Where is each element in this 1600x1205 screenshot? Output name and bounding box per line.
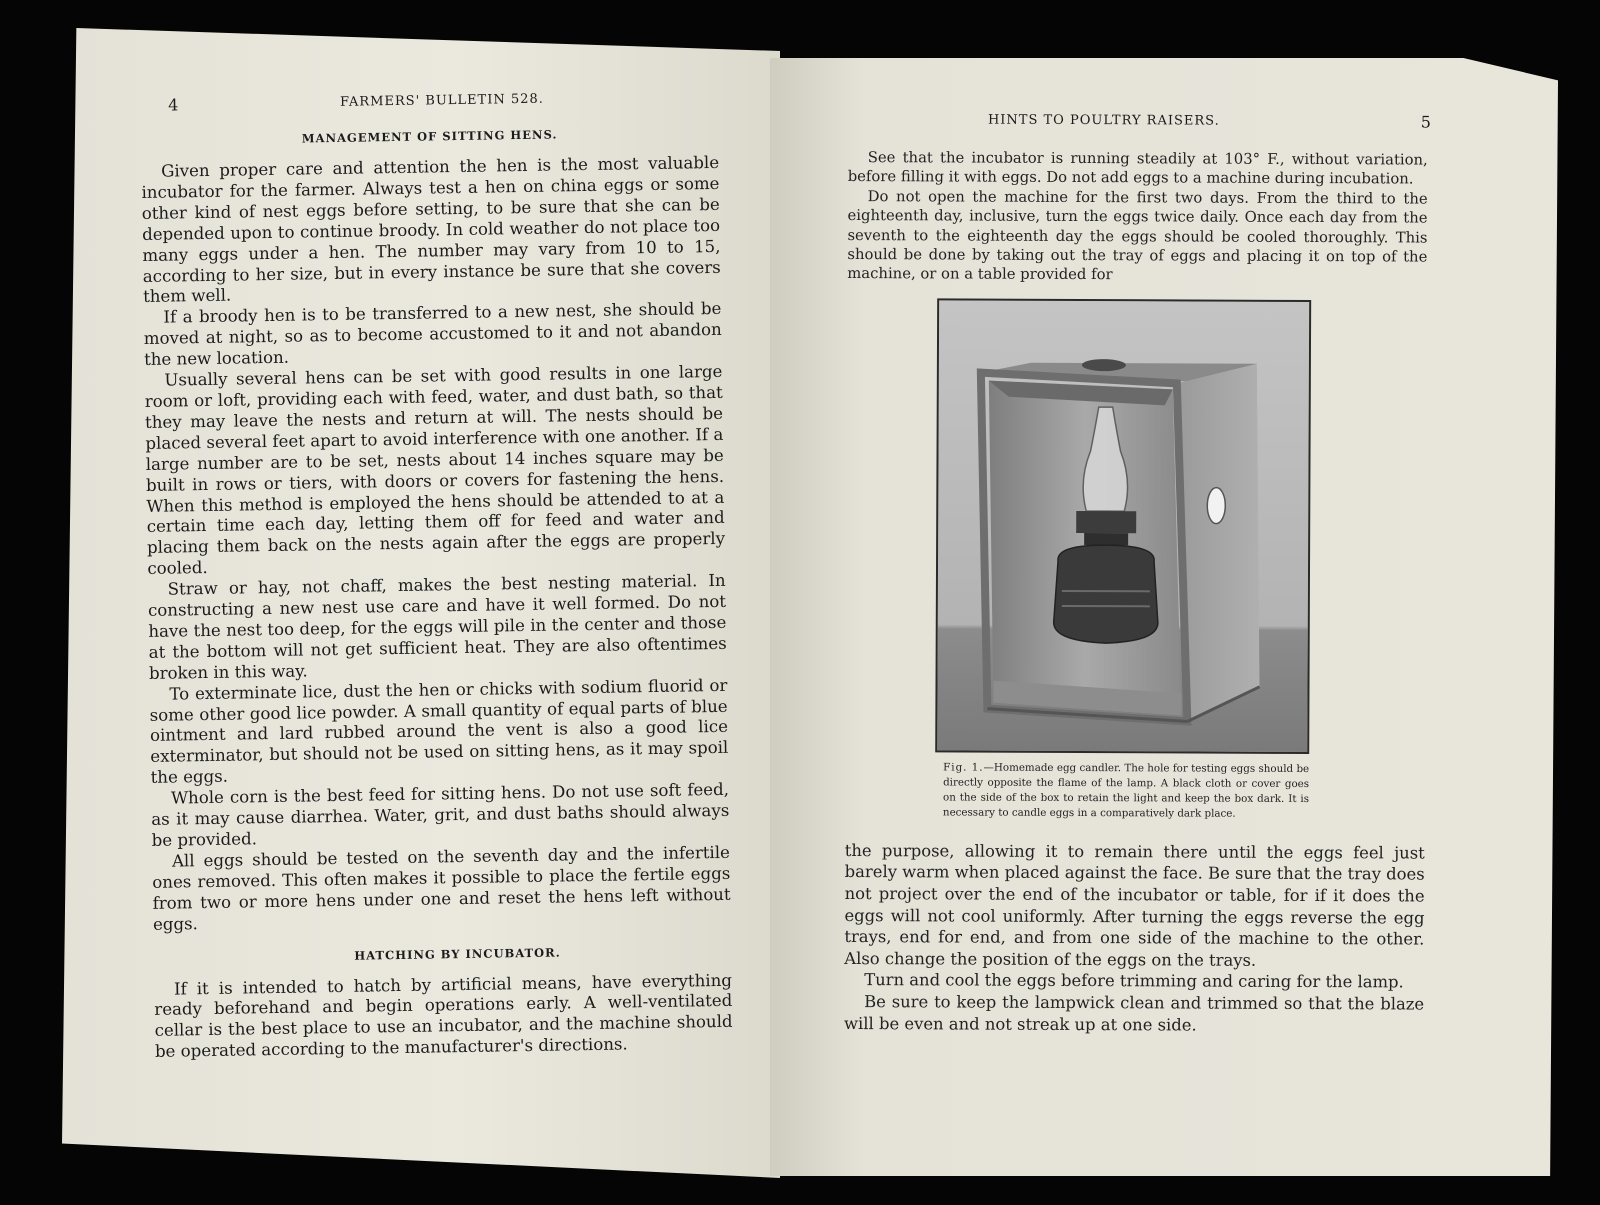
- left-page-content: [140, 89, 733, 1063]
- paragraph: Whole corn is the best feed for sitting hens. Do not use soft feed, as it may cause diarrhea. Water, grit, and dust baths should always be provided.: [151, 780, 730, 850]
- figure-caption: [935, 760, 1315, 822]
- paragraph: All eggs should be tested on the seventh day and the infertile ones removed. This often makes it possible to place the fertile eggs from two or more hens under one and reset the hens left without eggs.: [152, 842, 731, 934]
- figure-caption-text: —Homemade egg candler. The hole for testing eggs should be directly opposite the flame of the lamp. A black cloth or cover goes on the side of the box to retain the light and keep the box dark. It is necessary to candle eggs in a comparatively dark place.: [942, 761, 1310, 820]
- paragraph: Turn and cool the eggs before trimming and caring for the lamp.: [864, 970, 1404, 992]
- right-page-number: 5: [1420, 112, 1433, 132]
- egg-candler-photo: [935, 298, 1311, 754]
- section-heading-incubator: HATCHING BY INCUBATOR.: [354, 945, 561, 963]
- paragraph: Given proper care and attention the hen is the most valuable incubator for the farmer. Always test a hen on china eggs or some other kind of nest eggs before setting, to be sure that she can be depended upon to continue broody. In cold weather do not place too many eggs under a hen. The number may vary from 10 to 15, according to her size, but in every instance be sure that she covers them well.: [141, 152, 721, 307]
- paragraph: Be sure to keep the lampwick clean and trimmed so that the blaze will be even and not streak up at one side.: [843, 992, 1425, 1035]
- egg-candler-illustration: [937, 300, 1309, 752]
- right-page-content: [843, 112, 1433, 1037]
- paragraph: If it is intended to hatch by artificial means, have everything ready beforehand and begin operations early. A well-ventilated cellar is the best place to use an incubator, and the machine should be operated according to the manufacturer's directions.: [154, 970, 733, 1062]
- right-running-title: HINTS TO POULTRY RAISERS.: [987, 112, 1220, 129]
- paragraph-continued: the purpose, allowing it to remain there until the eggs feel just barely warm when placed against the face. Be sure that the tray does not project over the end of the incubator or table, for if it does the eggs will not cool uniformly. After turning the eggs reverse the egg trays, end for end, and from one side of the machine to the other. Also change the position of the eggs on the trays.: [844, 840, 1425, 970]
- paragraph: Usually several hens can be set with good results in one large room or loft, providing each with feed, water, and dust bath, so that they may leave the nests and return at will. The nests should be placed several feet apart to avoid interference with one another. If a large number are to be set, nests about 14 inches square may be built in rows or tiers, with doors or covers for fastening the hens. When this method is employed the hens should be attended to at a certain time each day, letting them off for feed and water and placing them back on the nests again after the eggs are properly cooled.: [144, 361, 726, 579]
- paragraph: Straw or hay, not chaff, makes the best nesting material. In constructing a new nest use care and have it well formed. Do not have the nest too deep, for the eggs will pile in the center and those at the bottom will not get sufficient heat. They are also oftentimes broken in this way.: [147, 570, 727, 683]
- paragraph: Do not open the machine for the first two days. From the third to the eighteenth day, inclusive, turn the eggs twice daily. Once each day from the seventh to the eighteenth day the eggs should be cooled thoroughly. This should be done by taking out the tray of eggs and placing it on top of the machine, or on a table provided for: [847, 187, 1428, 284]
- left-running-title: FARMERS' BULLETIN 528.: [339, 91, 544, 110]
- left-page-number: 4: [167, 95, 180, 115]
- paragraph: See that the incubator is running steadily at 103° F., without variation, before filling it with eggs. Do not add eggs to a machine during incubation.: [847, 149, 1428, 188]
- right-running-head: [848, 112, 1433, 141]
- paragraph: To exterminate lice, dust the hen or chicks with sodium fluorid or some other good lice powder. A small quantity of equal parts of blue ointment and lard rubbed around the vent is also a good lice exterminator, but should not be used on sitting hens, as it may spoil the eggs.: [149, 675, 729, 788]
- figure-1: [935, 298, 1317, 822]
- section-heading-sitting-hens: MANAGEMENT OF SITTING HENS.: [301, 127, 558, 146]
- paragraph: If a broody hen is to be transferred to a new nest, she should be moved at night, so as to become accustomed to it and not abandon the new location.: [143, 299, 722, 370]
- figure-label: Fig. 1.: [943, 761, 984, 774]
